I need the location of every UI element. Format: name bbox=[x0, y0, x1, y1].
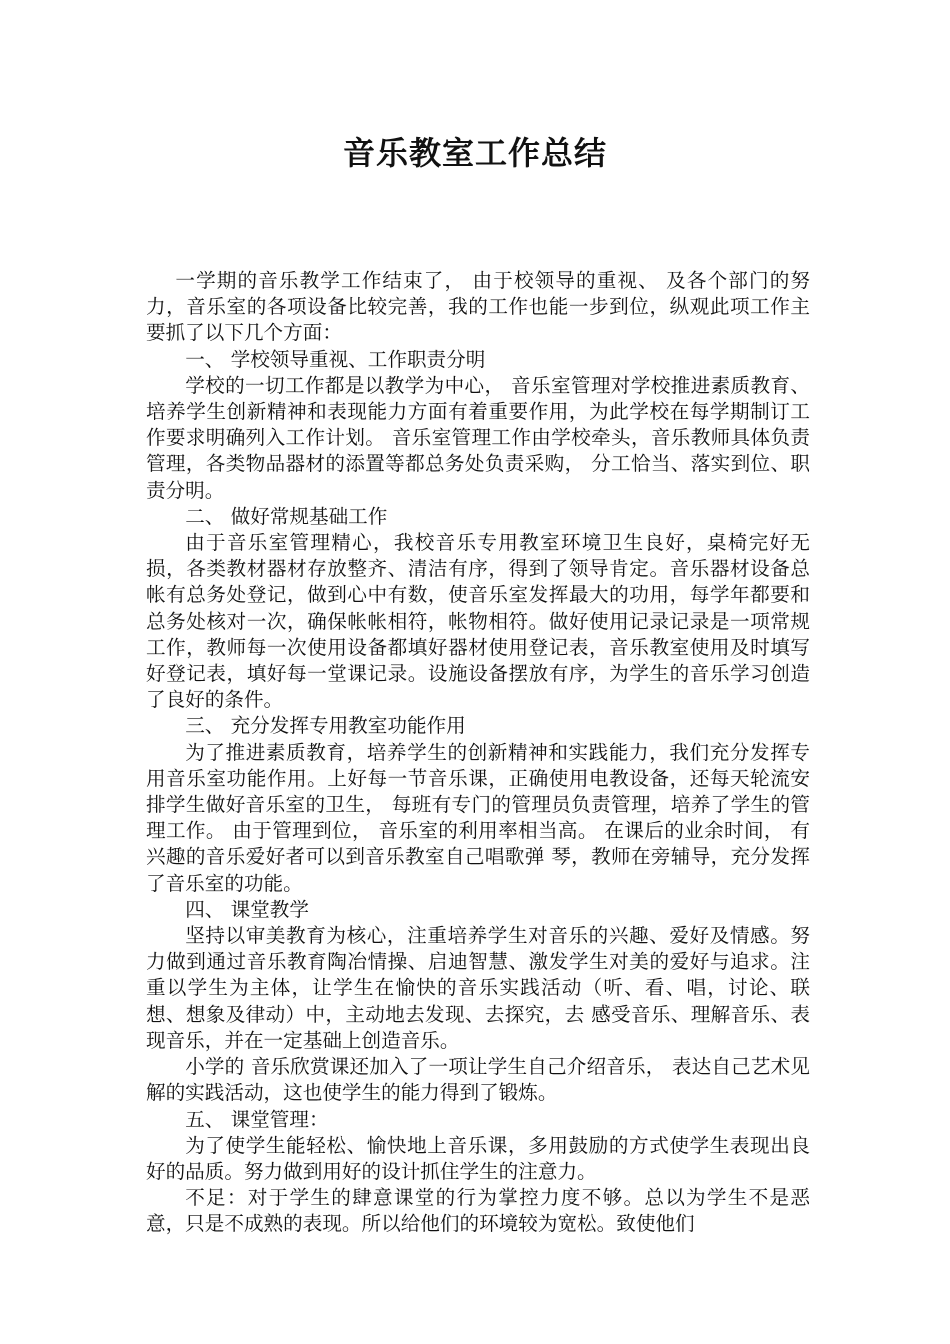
section-paragraph-1: 学校的一切工作都是以教学为中心， 音乐室管理对学校推进素质教育、培养学生创新精神和表现能力方面有着重要作用，为此学校在每学期制订工作要求明确列入工作计划。 音乐室管理工作由学校牵头，音乐教师具体负责管理，各类物品器材的添置等都总务处负责采购， 分工恰当、落实到位、职责分明。 bbox=[146, 373, 810, 502]
section-heading-1: 一、 学校领导重视、工作职责分明 bbox=[185, 347, 486, 371]
section-heading-5: 五、 课堂管理： bbox=[185, 1107, 329, 1131]
section-heading-3: 三、 充分发挥专用教室功能作用 bbox=[185, 714, 466, 738]
section-heading-4: 四、 课堂教学 bbox=[185, 897, 309, 921]
section-paragraph-4b: 小学的 音乐欣赏课还加入了一项让学生自己介绍音乐， 表达自己艺术见解的实践活动，这也使学生的能力得到了锻炼。 bbox=[146, 1055, 810, 1105]
section-paragraph-3: 为了推进素质教育，培养学生的创新精神和实践能力，我们充分发挥专用音乐室功能作用。上好每一节音乐课，正确使用电教设备，还每天轮流安排学生做好音乐室的卫生， 每班有专门的管理员负责管理，培养了学生的管理工作。 由于管理到位， 音乐室的利用率相当高。 在课后的业余时间， 有兴趣的音乐爱好者可以到音乐教室自己唱歌弹 琴，教师在旁辅导，充分发挥了音乐室的功能。 bbox=[146, 740, 810, 895]
section-paragraph-5a: 为了使学生能轻松、愉快地上音乐课，多用鼓励的方式使学生表现出良好的品质。努力做到用好的设计抓住学生的注意力。 bbox=[146, 1133, 810, 1183]
section-paragraph-4a: 坚持以审美教育为核心，注重培养学生对音乐的兴趣、爱好及情感。努力做到通过音乐教育陶冶情操、启迪智慧、激发学生对美的爱好与追求。注重以学生为主体，让学生在愉快的音乐实践活动（听、看、唱，讨论、联想、想象及律动）中，主动地去发现、去探究，去 感受音乐、理解音乐、表现音乐，并在一定基础上创造音乐。 bbox=[146, 924, 810, 1052]
section-heading-2: 二、 做好常规基础工作 bbox=[185, 504, 388, 528]
intro-paragraph: 一学期的音乐教学工作结束了， 由于校领导的重视、 及各个部门的努力，音乐室的各项设备比较完善，我的工作也能一步到位，纵观此项工作主要抓了以下几个方面： bbox=[146, 269, 810, 345]
section-paragraph-5b: 不足：对于学生的肆意课堂的行为掌控力度不够。总以为学生不是恶意，只是不成熟的表现。所以给他们的环境较为宽松。致使他们 bbox=[146, 1186, 810, 1236]
section-paragraph-2: 由于音乐室管理精心，我校音乐专用教室环境卫生良好，桌椅完好无损，各类教材器材存放整齐、清洁有序，得到了领导肯定。音乐器材设备总帐有总务处登记，做到心中有数，使音乐室发挥最大的功用，每学年都要和总务处核对一次，确保帐帐相符，帐物相符。做好使用记录记录是一项常规工作，教师每一次使用设备都填好器材使用登记表，音乐教室使用及时填写好登记表，填好每一堂课记录。设施设备摆放有序，为学生的音乐学习创造了良好的条件。 bbox=[146, 531, 810, 712]
document-body bbox=[146, 268, 810, 1238]
document-title: 音乐教室工作总结 bbox=[342, 134, 607, 172]
